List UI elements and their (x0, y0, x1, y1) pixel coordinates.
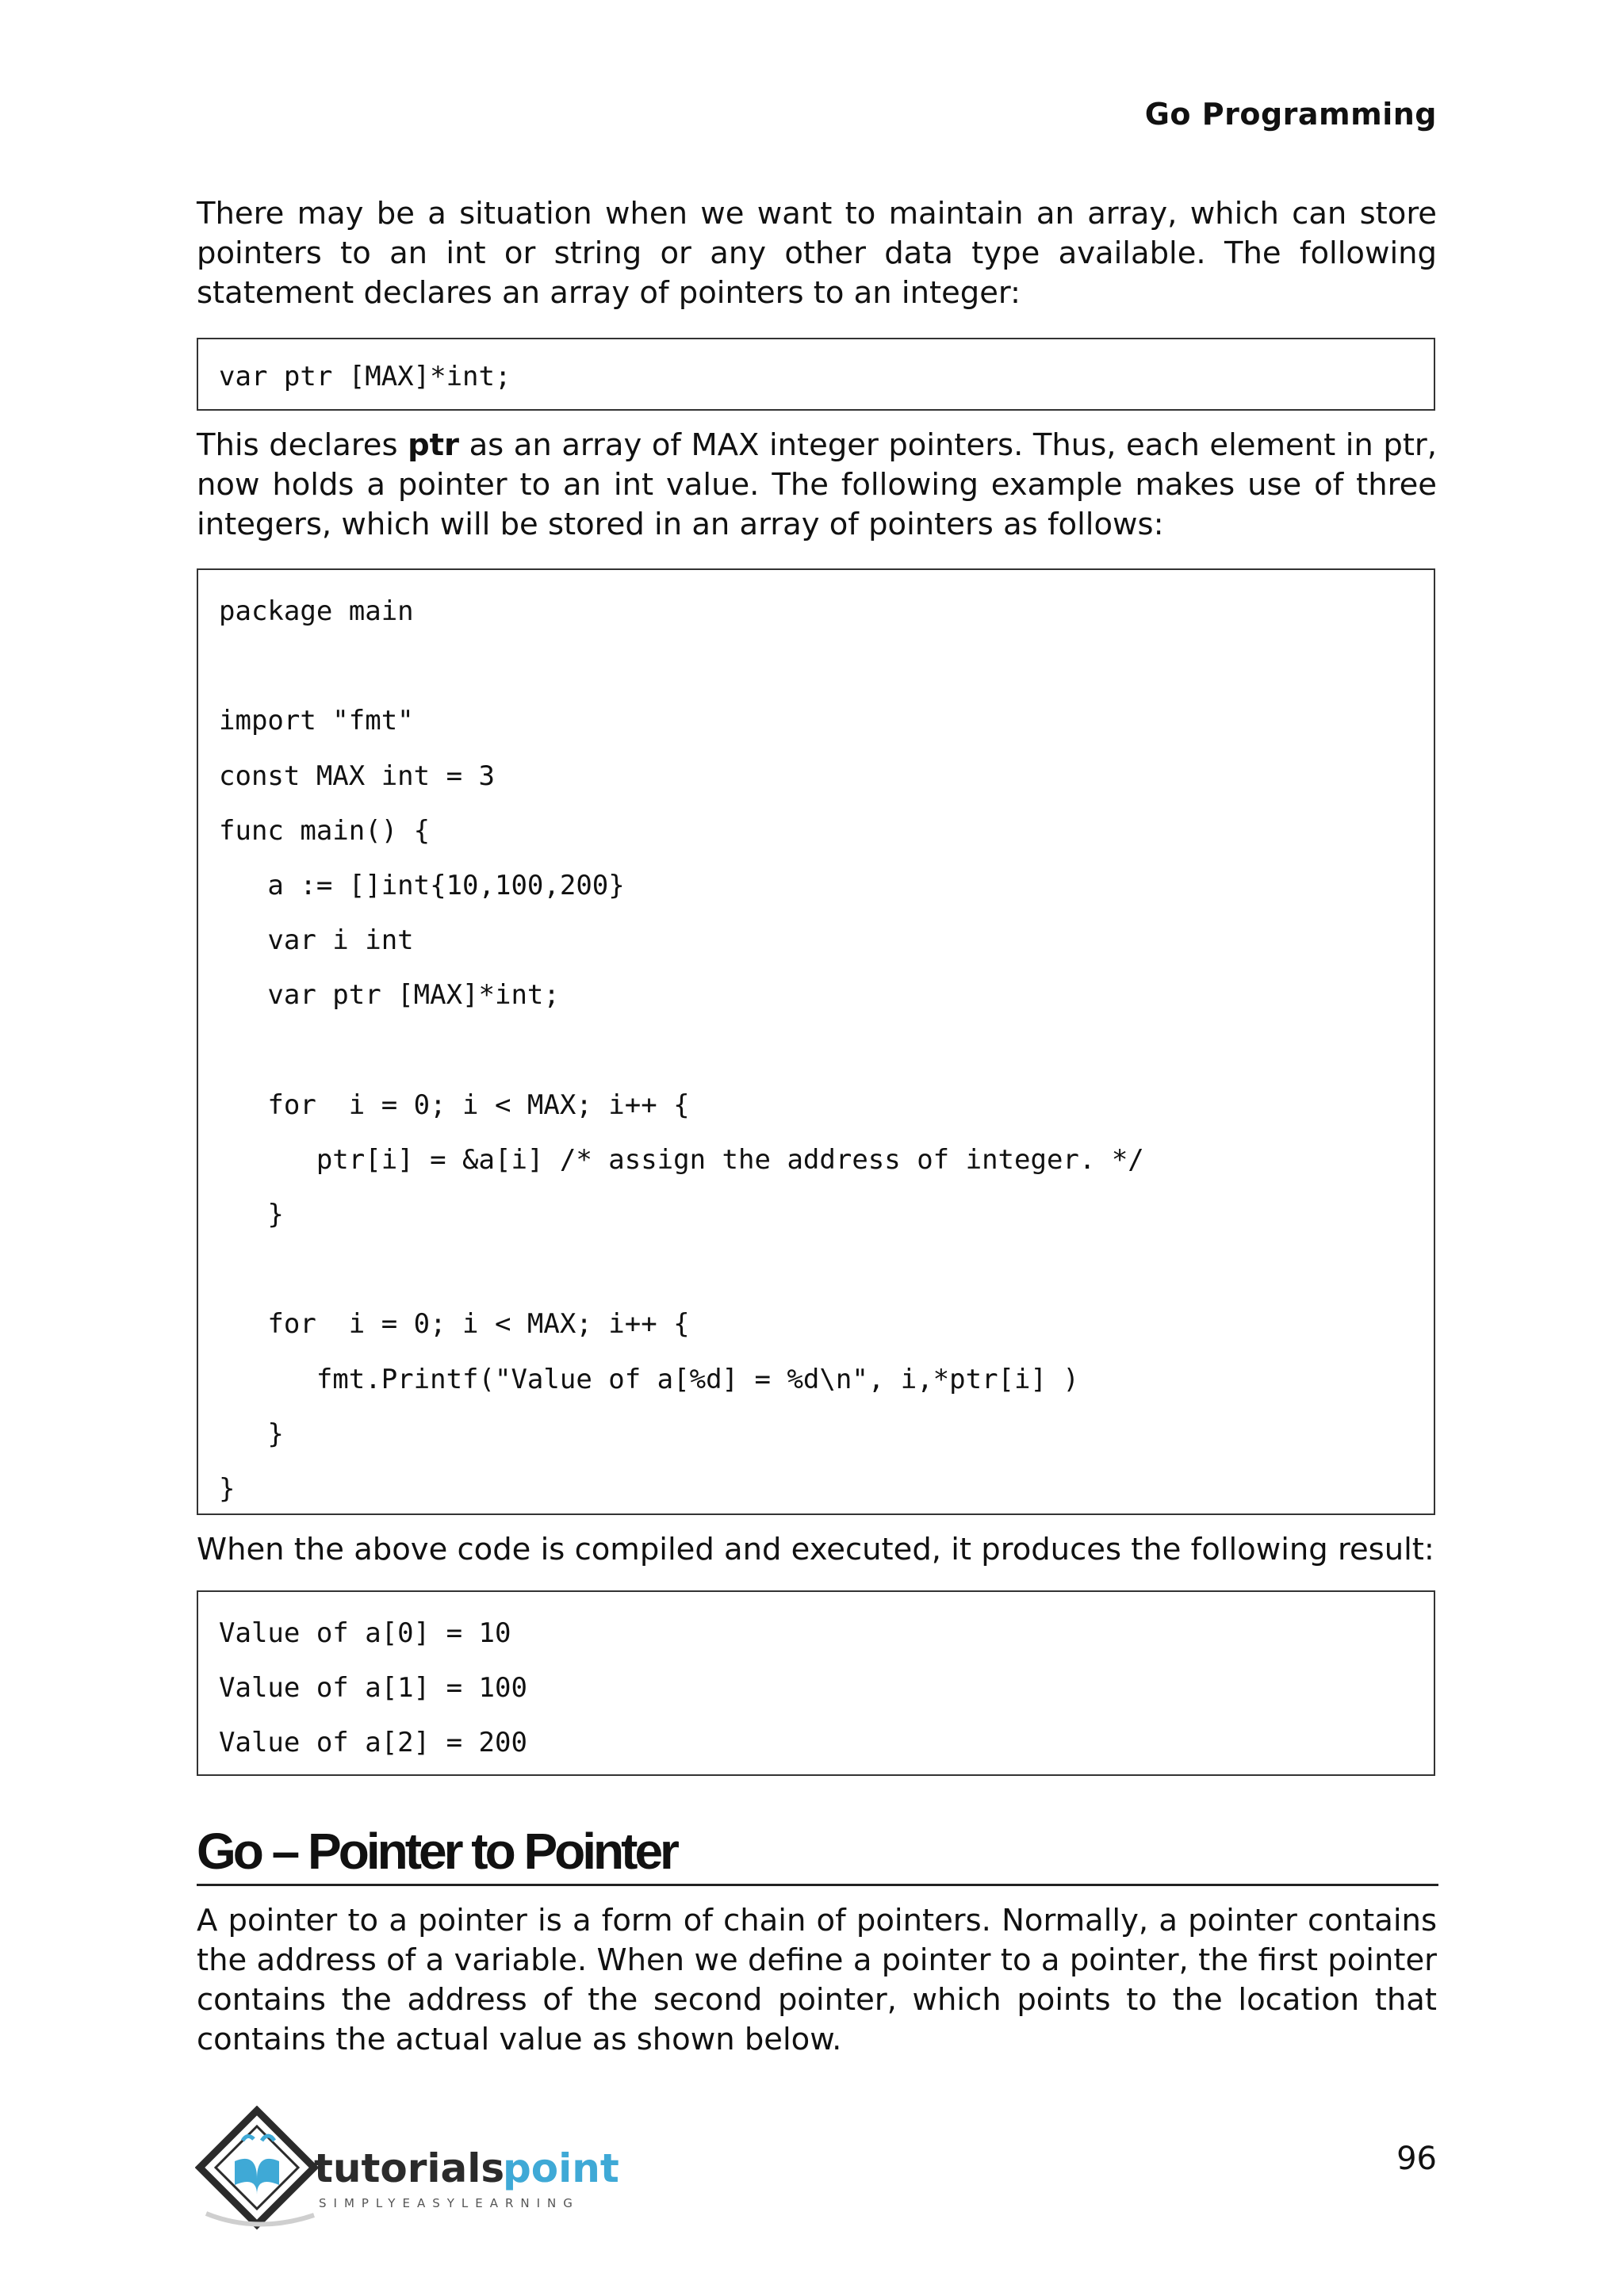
result-intro-paragraph: When the above code is compiled and executed, it produces the following result: (197, 1532, 1434, 1567)
code-line (219, 1024, 1434, 1078)
code-line: } (219, 1199, 284, 1231)
ptr-keyword: ptr (408, 427, 460, 463)
tutorialspoint-logo (195, 2106, 639, 2233)
code-line: func main() { (219, 814, 431, 847)
declares-text-after: as an array of MAX integer pointers. Thus, each element in ptr, now holds a pointer to an int value. The following example makes use of three integers, which will be stored in an array of pointers as follows: (197, 427, 1437, 542)
declaration-code-box (197, 338, 1435, 411)
code-line (219, 639, 1434, 694)
logo-word-point: point (503, 2145, 619, 2191)
page-number: 96 (1396, 2141, 1437, 2177)
heading-underline (197, 1884, 1438, 1886)
code-line: var i int (219, 924, 414, 957)
code-line: } (219, 1473, 236, 1505)
code-line: const MAX int = 3 (219, 760, 495, 792)
declares-paragraph (197, 426, 1437, 545)
logo-word-tutorials: tutorials (314, 2145, 505, 2191)
example-code-box (197, 568, 1435, 1515)
declares-text-before: This declares (197, 427, 408, 463)
intro-paragraph: There may be a situation when we want to maintain an array, which can store pointers to an int or string or any other data type available. The following statement declares an array of pointers to an integer: (197, 196, 1437, 311)
code-line: ptr[i] = &a[i] /* assign the address of integer. */ (219, 1143, 1144, 1176)
output-line: Value of a[0] = 10 (219, 1617, 511, 1649)
output-line: Value of a[1] = 100 (219, 1672, 527, 1704)
code-line (219, 1242, 1434, 1297)
output-line: Value of a[2] = 200 (219, 1727, 527, 1758)
code-line: for i = 0; i < MAX; i++ { (219, 1089, 690, 1121)
logo-tagline: SIMPLYEASYLEARNING (319, 2196, 580, 2210)
logo-diamond-icon (200, 2110, 314, 2225)
code-line: package main (219, 595, 414, 627)
running-header: Go Programming (1144, 97, 1437, 132)
code-line: } (219, 1418, 284, 1450)
code-line: fmt.Printf("Value of a[%d] = %d\n", i,*ptr[i] ) (219, 1363, 1079, 1395)
code-line: import "fmt" (219, 705, 414, 737)
code-line: var ptr [MAX]*int; (219, 361, 511, 392)
code-line: a := []int{10,100,200} (219, 869, 625, 901)
output-code-box (197, 1590, 1435, 1776)
section-heading: Go – Pointer to Pointer (197, 1823, 676, 1880)
code-line: for i = 0; i < MAX; i++ { (219, 1308, 690, 1341)
pointer-to-pointer-paragraph: A pointer to a pointer is a form of chain of pointers. Normally, a pointer contains the address of a variable. When we define a pointer to a pointer, the first pointer contains the address of the second pointer, which points to the location that contains the actual value as shown below. (197, 1903, 1437, 2057)
code-line: var ptr [MAX]*int; (219, 979, 560, 1012)
